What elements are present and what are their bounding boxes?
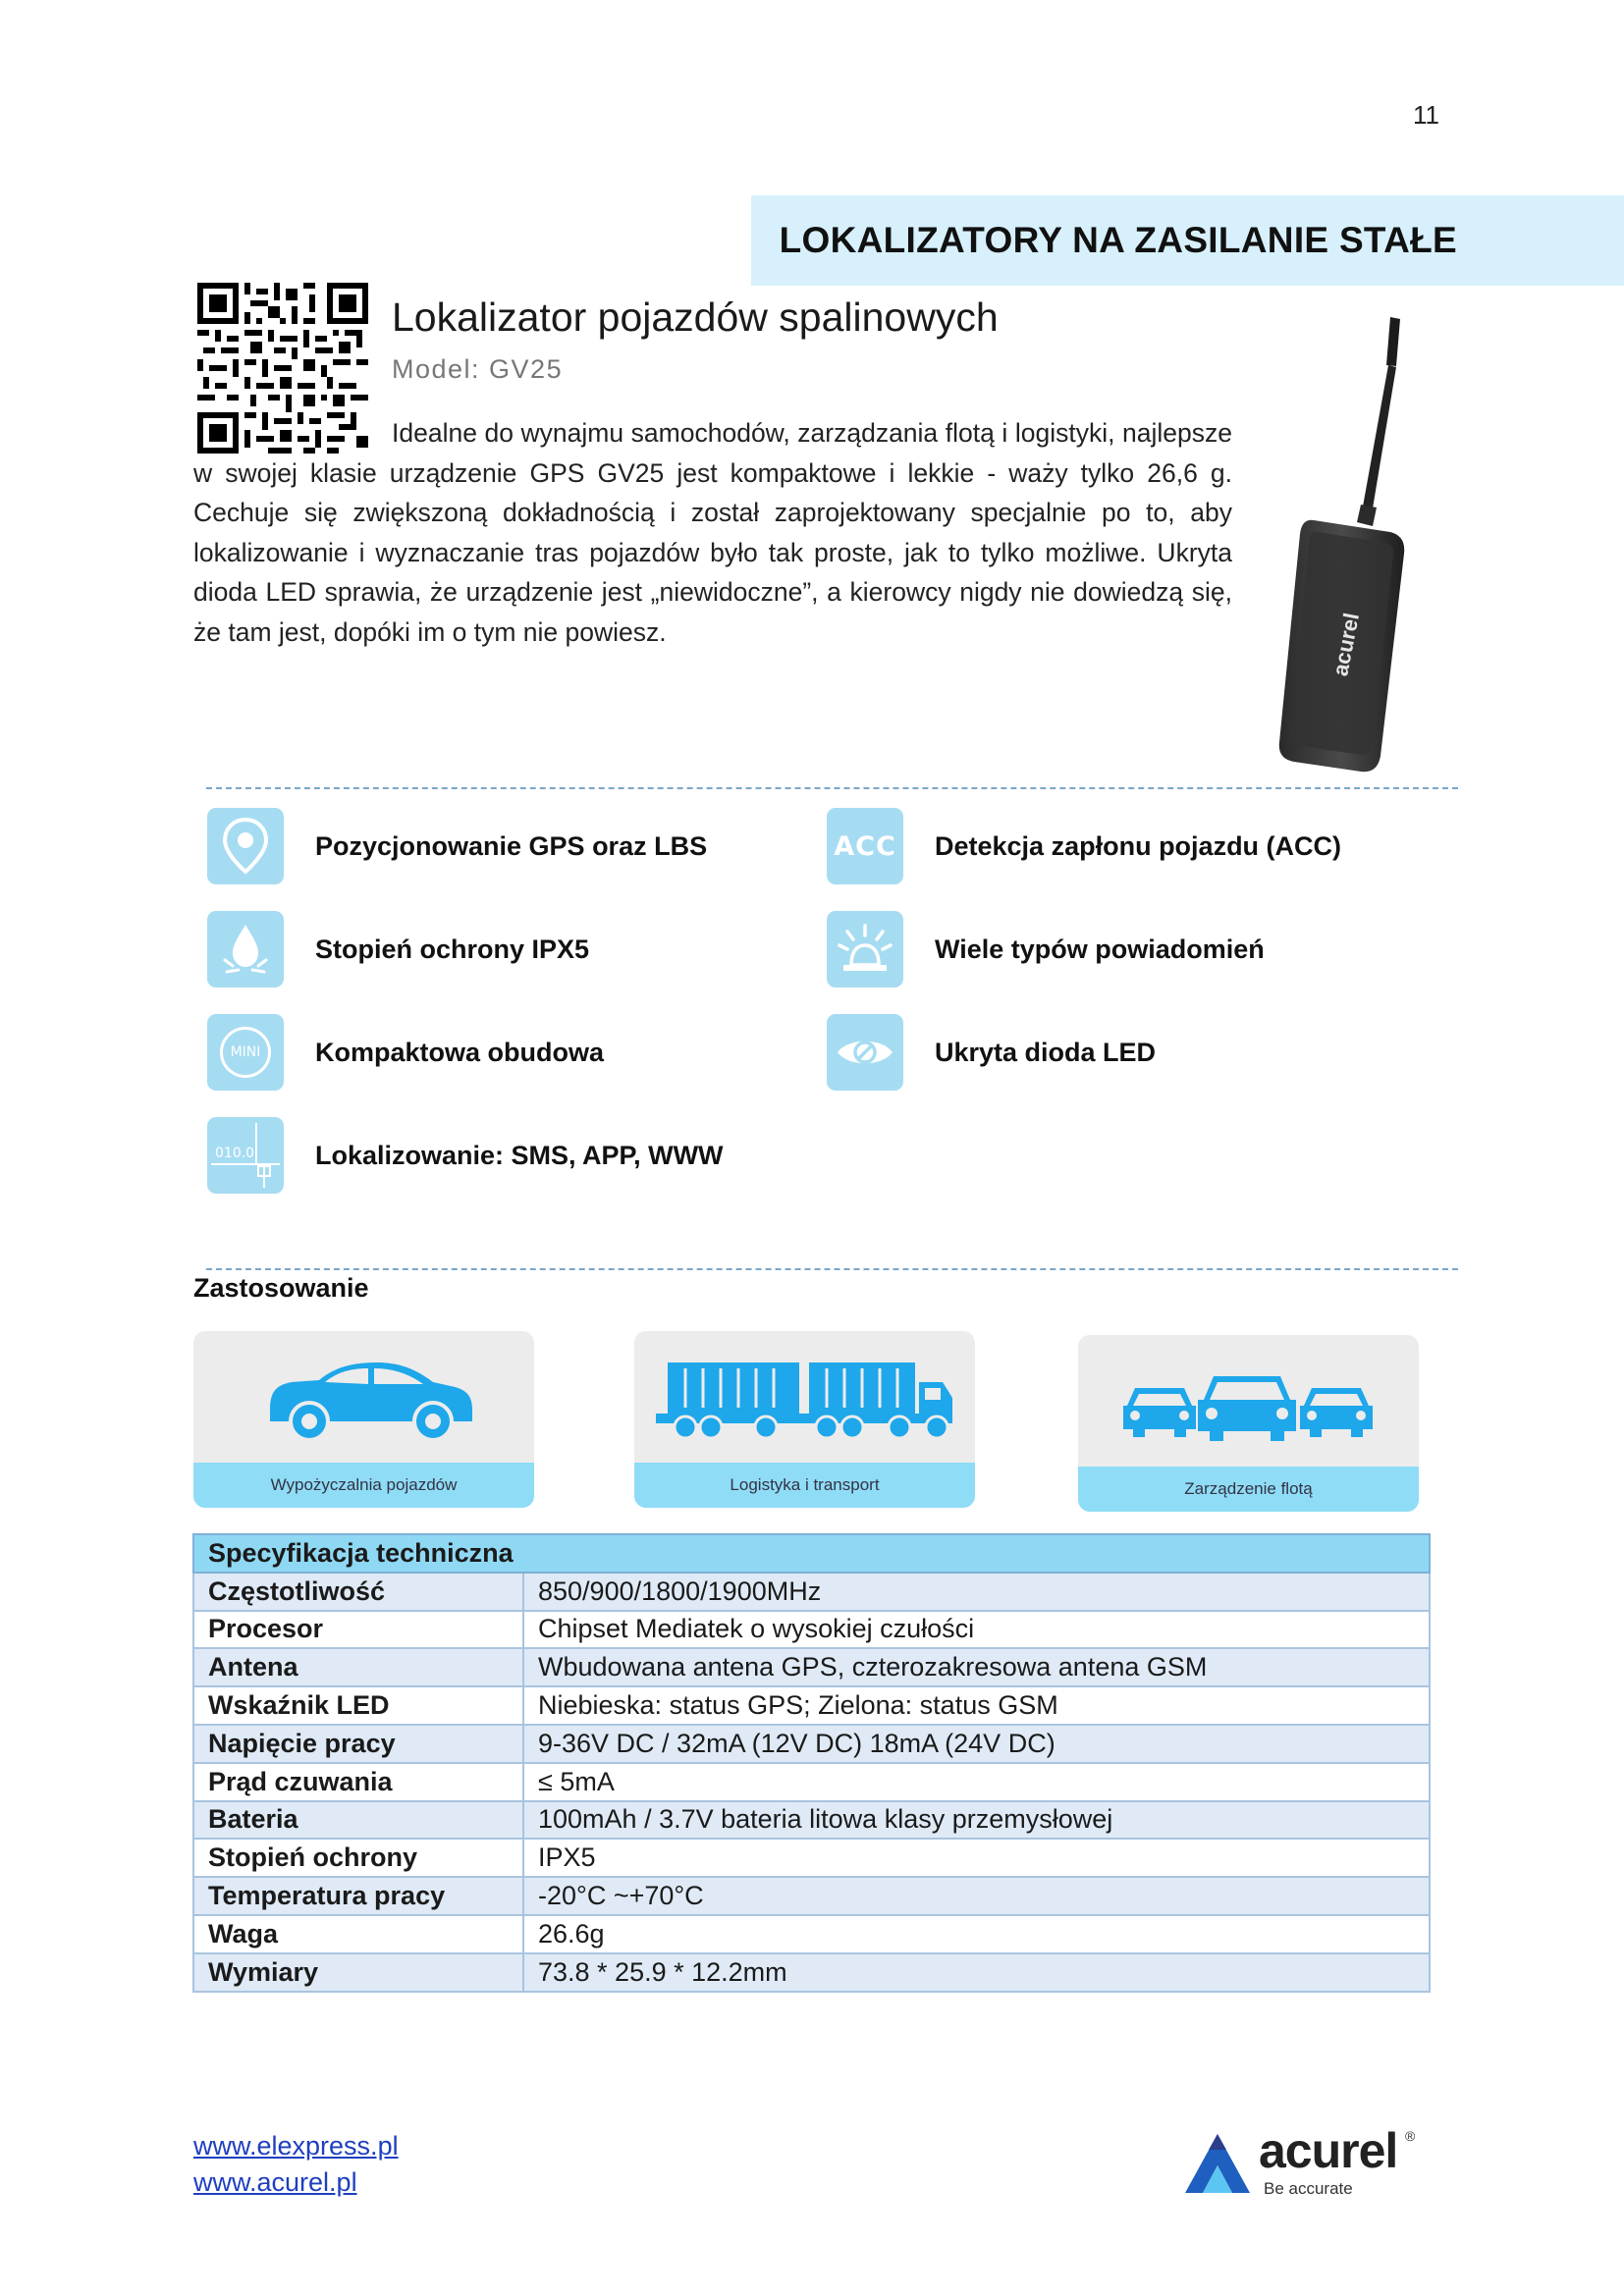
usage-card-fleet [1078,1335,1419,1512]
spec-row [193,1725,1430,1763]
data-chip-icon: 010.0 [207,1117,284,1194]
spec-row [193,1573,1430,1611]
spec-table-title: Specyfikacja techniczna [193,1534,1430,1573]
water-drop-icon [207,911,284,988]
spec-row [193,1611,1430,1649]
feature-gps-label: Pozycjonowanie GPS oraz LBS [315,830,708,861]
section-banner [751,195,1624,286]
feature-locate-label: Lokalizowanie: SMS, APP, WWW [315,1140,724,1170]
fleet-cars-icon [1078,1335,1419,1467]
feature-alerts-label: Wiele typów powiadomień [935,934,1265,964]
logo-wordmark: acurel [1259,2123,1398,2178]
product-description: Idealne do wynajmu samochodów, zarządzania flotą i logistyki, najlepsze w swojej klasie urządzenie GPS GV25 jest kompaktowe i lekkie - waży tylko 26,6 g. Cechuje się zwiększoną dokładnością i został zaprojektowany specjalnie po to, aby lokalizowanie i wyznaczanie tras pojazdów było tak proste, jak to tylko możliwe. Ukryta dioda LED sprawia, że urządzenie jest „niewidoczne”, a kierowcy nigdy nie dowiedzą się, że tam jest, dopóki im o tym nie powiesz. [193,418,1232,647]
feature-led-label: Ukryta dioda LED [935,1037,1157,1067]
section-banner-title: LOKALIZATORY NA ZASILANIE STAŁE [779,220,1457,260]
spec-value: 850/900/1800/1900MHz [523,1573,1430,1611]
spec-value: 100mAh / 3.7V bateria litowa klasy przemysłowej [523,1801,1430,1840]
product-title: Lokalizator pojazdów spalinowych [392,294,999,340]
divider [206,787,1458,789]
spec-row [193,1915,1430,1953]
spec-table [192,1533,1431,1993]
footer-link-acurel[interactable]: www.acurel.pl [193,2167,357,2197]
feature-ipx5-label: Stopień ochrony IPX5 [315,934,590,964]
hidden-eye-icon [827,1014,903,1091]
spec-key: Waga [193,1915,523,1953]
logo-tagline: Be accurate [1264,2179,1353,2198]
spec-value: 26.6g [523,1915,1430,1953]
feature-alerts [827,911,1265,988]
spec-key: Antena [193,1648,523,1686]
spec-value: -20°C ~+70°C [523,1877,1430,1915]
feature-acc-label: Detekcja zapłonu pojazdu (ACC) [935,830,1342,861]
spec-value: 73.8 * 25.9 * 12.2mm [523,1953,1430,1992]
spec-key: Napięcie pracy [193,1725,523,1763]
usage-card-rental [193,1331,534,1508]
feature-acc [827,808,1341,884]
spec-row [193,1801,1430,1840]
usage-card-logistics-label: Logistyka i transport [634,1463,975,1508]
usage-heading: Zastosowanie [193,1273,369,1303]
alarm-light-icon [827,911,903,988]
feature-gps [207,808,707,884]
page-number: 11 [1413,100,1439,130]
spec-row [193,1877,1430,1915]
spec-value: Niebieska: status GPS; Zielona: status GSM [523,1686,1430,1725]
location-pin-icon [207,808,284,884]
acurel-logo [1183,2123,1429,2199]
spec-row [193,1953,1430,1992]
product-model: Model: GV25 [392,354,564,384]
spec-value: Wbudowana antena GPS, czterozakresowa antena GSM [523,1648,1430,1686]
spec-value: Chipset Mediatek o wysokiej czułości [523,1611,1430,1649]
usage-card-fleet-label: Zarządzenie flotą [1078,1467,1419,1512]
spec-key: Procesor [193,1611,523,1649]
feature-locate [207,1117,724,1194]
logo-registered-mark: ® [1405,2128,1416,2144]
spec-key: Wymiary [193,1953,523,1992]
usage-card-logistics [634,1331,975,1508]
spec-key: Wskaźnik LED [193,1686,523,1725]
spec-row [193,1686,1430,1725]
truck-icon [634,1331,975,1463]
spec-key: Bateria [193,1801,523,1840]
divider [206,1268,1458,1270]
feature-compact [207,1014,604,1091]
spec-table-header [193,1534,1430,1573]
acurel-logo-mark-icon [1183,2132,1252,2195]
feature-ipx5 [207,911,589,988]
spec-key: Temperatura pracy [193,1877,523,1915]
device-brand-text: acurel [1327,611,1365,678]
feature-led [827,1014,1156,1091]
usage-card-rental-label: Wypożyczalnia pojazdów [193,1463,534,1508]
spec-value: IPX5 [523,1839,1430,1877]
car-icon [193,1331,534,1463]
acc-icon: ACC [827,808,903,884]
spec-row [193,1763,1430,1801]
gps-tracker-device-image [1274,312,1412,777]
footer-link-elexpress[interactable]: www.elexpress.pl [193,2131,399,2161]
spec-key: Stopień ochrony [193,1839,523,1877]
spec-row [193,1648,1430,1686]
spec-key: Częstotliwość [193,1573,523,1611]
mini-icon: MINI [207,1014,284,1091]
spec-value: 9-36V DC / 32mA (12V DC) 18mA (24V DC) [523,1725,1430,1763]
feature-compact-label: Kompaktowa obudowa [315,1037,605,1067]
spec-key: Prąd czuwania [193,1763,523,1801]
spec-row [193,1839,1430,1877]
spec-value: ≤ 5mA [523,1763,1430,1801]
